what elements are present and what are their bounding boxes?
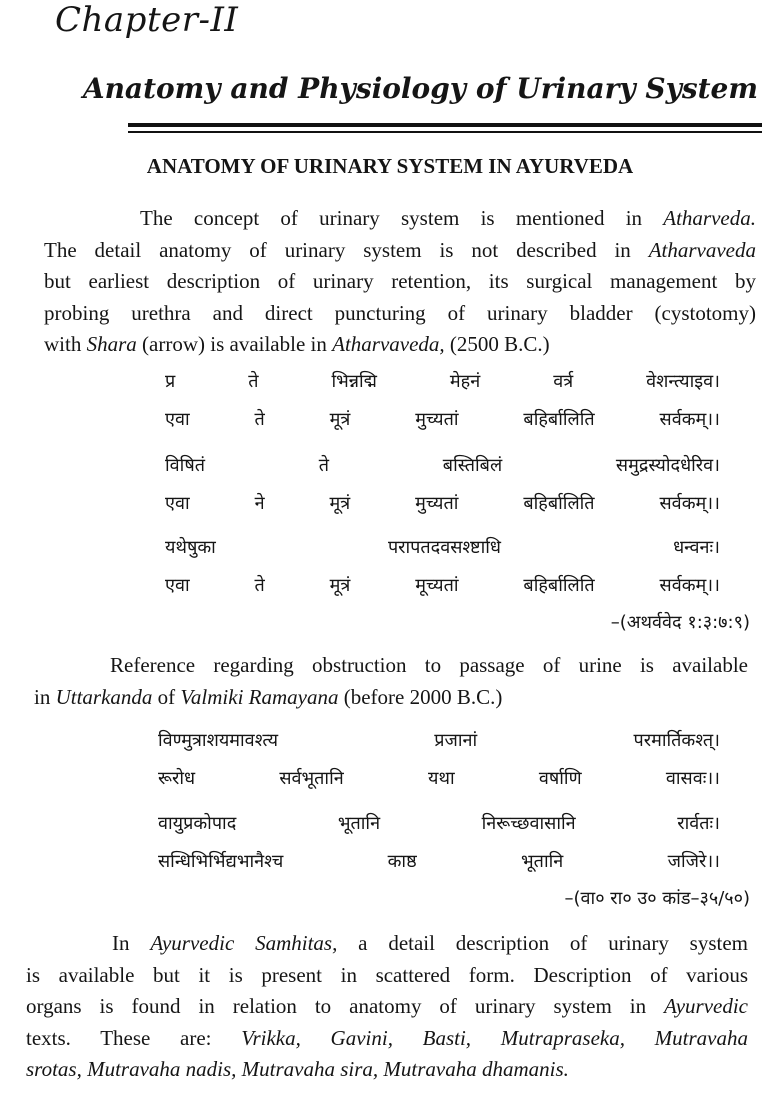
verse-word: विण्मुत्राशयमावश्त्य [158,730,279,751]
title-rule-thick [128,123,762,127]
verse-word: बहिर्बालिति [523,493,595,514]
verse-word: विषितं [165,455,205,476]
text-line [26,991,748,1023]
verse-word: भूतानि [337,813,381,834]
text-segment: The concept of urinary system is mentioned in [140,206,664,230]
verse-word: सर्वकम्।। [659,409,720,430]
text-segment: but earliest description of urinary retention, its surgical management by [44,269,756,293]
text-segment: organs is found in relation to anatomy of urinary system in [26,994,665,1018]
italic-term: Shara [86,332,137,356]
verse-word: वेशन्त्याइव। [646,371,720,392]
chapter-label: Chapter-II [55,0,239,40]
italic-term: Vrikka, Gavini, Basti, Mutrapraseka, Mutravaha [241,1025,748,1050]
text-segment: is available but it is present in scattered form. Description of various [26,962,748,987]
verse-line [158,760,720,798]
verse-word: यथा [428,768,455,789]
verse-reference-ramayana: –(वा० रा० उ० कांड–३५/५०) [564,888,750,909]
paragraph-ramayana [34,650,748,713]
verse-word: जजिरे।। [667,851,720,872]
text-segment: with [44,332,87,356]
verse-line [158,722,720,760]
text-line [34,650,748,682]
italic-term: Ayurvedic Samhitas, [150,931,338,955]
verse-line [165,401,720,439]
paragraph-samhitas [26,928,748,1086]
verse-line [165,529,720,567]
verse-word: प्रजानां [434,730,478,751]
italic-term: srotas, Mutravaha nadis, Mutravaha sira, Mutravaha dhamanis. [26,1057,569,1081]
chapter-title: Anatomy and Physiology of Urinary System [82,72,758,105]
verse-word: प्र [165,371,176,392]
text-line [26,1023,748,1055]
verse-word: वर्षाणि [538,768,582,789]
verse-word: ते [248,371,259,392]
text-line [44,235,756,267]
verse-word: बहिर्बालिति [523,575,595,596]
text-segment: (2500 B.C.) [444,332,550,356]
verse-word: धन्वनः। [673,537,720,558]
verse-word: ते [318,455,330,476]
italic-term: Valmiki Ramayana [180,684,339,709]
verse-line [165,485,720,523]
italic-term: Atharvaveda [648,237,756,262]
text-line [34,682,748,714]
verse-word: मूत्रं [329,575,351,596]
title-rule-thin [128,131,762,133]
text-line [26,928,748,960]
verse-line [158,805,720,843]
verse-word: सर्वकम्।। [659,575,720,596]
text-line [44,203,756,235]
verse-word: वर्त्र [553,371,574,392]
verse-line [165,363,720,401]
verse-word: सर्वकम्।। [659,493,720,514]
section-heading: ANATOMY OF URINARY SYSTEM IN AYURVEDA [146,154,634,178]
verse-word: काष्ठ [387,851,417,872]
text-line [44,329,756,361]
verse-word: मेहनं [449,371,481,392]
verse-line [158,843,720,881]
verse-line [165,447,720,485]
verse-word: मूत्रं [329,493,351,514]
text-segment: (arrow) is available in [136,332,333,356]
verse-word: भिन्नद्मि [331,371,377,392]
verse-word: सन्धिभिर्भिद्यभानैश्च [158,851,284,872]
verse-word: मुच्यतां [415,493,459,514]
verse-word: ते [254,575,265,596]
text-line [44,298,756,330]
text-segment: In [112,931,151,955]
verse-word: मूत्रं [329,409,351,430]
italic-term: Atharveda. [663,206,756,230]
text-segment: (before 2000 B.C.) [338,684,503,709]
text-segment: Reference regarding obstruction to passage of urine is available [110,653,748,677]
verse-word: एवा [165,409,190,430]
verse-word: एवा [165,493,190,514]
verse-word: वासवः।। [665,768,720,789]
verse-word: रूरोध [158,768,196,789]
italic-term: Uttarkanda [55,684,153,709]
text-segment: a detail description of urinary system [337,931,749,955]
text-segment: in [34,684,56,709]
text-line [26,960,748,992]
verse-word: एवा [165,575,190,596]
verse-word: परमार्तिकश्त्। [633,730,720,751]
verse-ramayana [158,722,720,881]
verse-word: वायुप्रकोपाद [158,813,237,834]
text-segment: texts. These are: [26,1025,242,1050]
verse-word: रार्वतः। [677,813,720,834]
verse-word: बस्तिबिलं [442,455,503,476]
paragraph-atharvaveda [44,203,756,361]
text-line [26,1054,748,1086]
verse-word: निरूच्छवासानि [481,813,576,834]
text-line [44,266,756,298]
verse-word: परापतदवसश्ष्टाधि [387,537,501,558]
italic-term: Ayurvedic [664,994,748,1018]
verse-word: भूतानि [521,851,564,872]
verse-word: मुच्यतां [415,409,459,430]
verse-word: सर्वभूतानि [279,768,344,789]
verse-reference-atharvaveda: –(अथर्ववेद १:३:७:९) [610,612,750,633]
verse-word: ने [254,493,265,514]
verse-word: समुद्रस्योदधेरिव। [615,455,720,476]
text-segment: of [152,684,181,709]
text-segment: The detail anatomy of urinary system is not described in [44,237,649,262]
text-segment: probing urethra and direct puncturing of urinary bladder (cystotomy) [44,300,756,325]
verse-word: यथेषुका [165,537,216,558]
verse-atharvaveda [165,363,720,605]
verse-line [165,567,720,605]
verse-word: ते [254,409,265,430]
verse-word: मूच्यतां [415,575,459,596]
italic-term: Atharvaveda, [332,332,445,356]
verse-word: बहिर्बालिति [523,409,595,430]
